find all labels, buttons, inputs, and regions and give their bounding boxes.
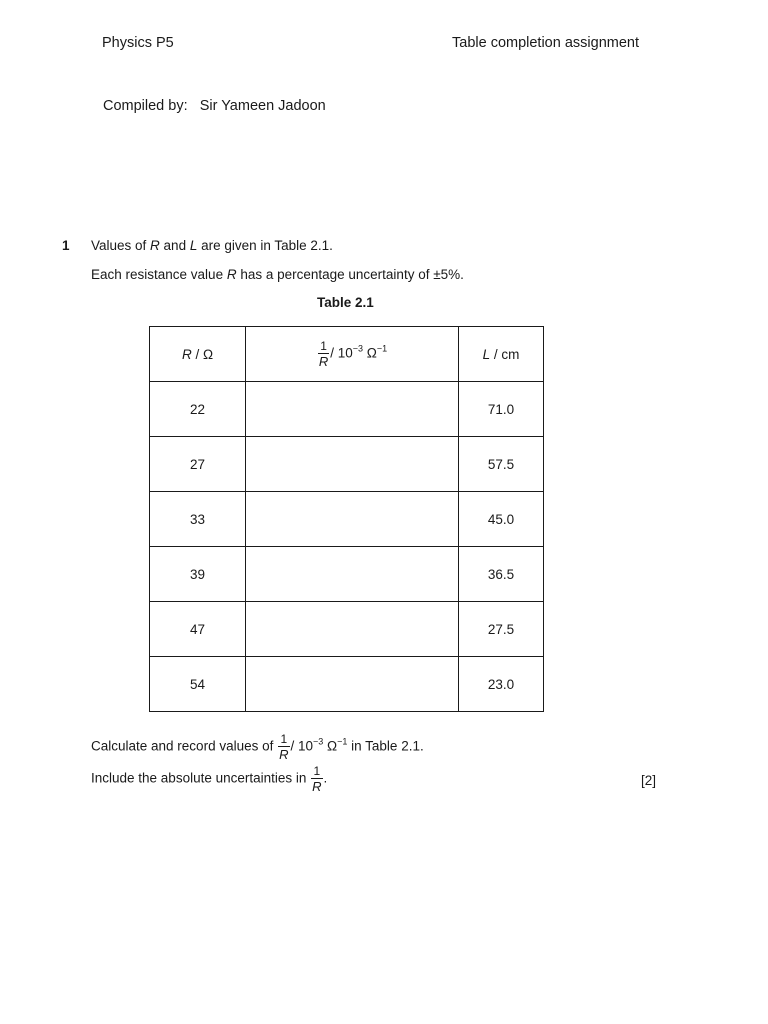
denominator: R <box>312 779 322 794</box>
compiled-label: Compiled by: <box>103 98 188 114</box>
text: has a percentage uncertainty of ±5%. <box>236 267 464 282</box>
cell-r: 22 <box>150 382 246 437</box>
numerator: 1 <box>320 339 327 353</box>
text: Calculate and record values of <box>91 738 278 754</box>
text: in Table 2.1. <box>347 738 424 754</box>
author-name: Sir Yameen Jadoon <box>199 98 326 114</box>
instruction-line-2 <box>91 765 327 793</box>
cell-l: 57.5 <box>459 437 544 492</box>
table-row <box>150 547 544 602</box>
table-row <box>150 437 544 492</box>
table-header-row <box>150 327 544 382</box>
compiled-by <box>103 98 326 114</box>
unit: / cm <box>490 346 520 362</box>
table-row <box>150 602 544 657</box>
instruction-line-1 <box>91 733 424 761</box>
numerator: 1 <box>280 732 288 746</box>
text: Each resistance value <box>91 267 227 282</box>
exponent: −3 <box>313 736 324 747</box>
fraction-one-over-r <box>311 765 322 793</box>
cell-r: 27 <box>150 437 246 492</box>
denominator: R <box>279 747 289 762</box>
text: are given in Table 2.1. <box>197 238 333 253</box>
table-row <box>150 657 544 712</box>
table-row <box>150 492 544 547</box>
cell-l: 36.5 <box>459 547 544 602</box>
fraction-one-over-r <box>278 733 289 761</box>
question-line-1 <box>91 238 333 253</box>
cell-inverse-r[interactable] <box>246 437 459 492</box>
cell-l: 71.0 <box>459 382 544 437</box>
unit: / 10 <box>330 345 353 361</box>
numerator: 1 <box>313 764 321 778</box>
data-table <box>149 326 544 712</box>
variable-r: R <box>226 267 237 282</box>
cell-inverse-r[interactable] <box>246 382 459 437</box>
marks-label: [2] <box>641 773 657 788</box>
cell-inverse-r[interactable] <box>246 492 459 547</box>
text: Include the absolute uncertainties in <box>91 770 311 786</box>
header-inverse-r <box>246 327 459 382</box>
ohm-symbol: Ω <box>363 345 377 361</box>
exponent: −1 <box>376 343 388 354</box>
unit: / Ω <box>191 346 214 362</box>
denominator: R <box>318 354 329 369</box>
variable-l: L <box>482 346 491 362</box>
assignment-title: Table completion assignment <box>452 35 639 51</box>
header-l <box>459 327 544 382</box>
cell-r: 39 <box>150 547 246 602</box>
cell-inverse-r[interactable] <box>246 657 459 712</box>
cell-inverse-r[interactable] <box>246 547 459 602</box>
cell-r: 47 <box>150 602 246 657</box>
variable-r: R <box>181 346 192 362</box>
ohm-symbol: Ω <box>323 738 338 754</box>
exponent: −3 <box>352 343 364 354</box>
cell-inverse-r[interactable] <box>246 602 459 657</box>
question-line-2 <box>91 267 464 282</box>
text: . <box>323 770 328 786</box>
variable-r: R <box>150 238 160 253</box>
exponent: −1 <box>337 736 348 747</box>
cell-l: 27.5 <box>459 602 544 657</box>
cell-r: 33 <box>150 492 246 547</box>
variable-l: L <box>189 238 198 253</box>
fraction-one-over-r <box>318 340 329 368</box>
unit: / 10 <box>290 738 314 754</box>
question-number: 1 <box>62 238 70 253</box>
header-r <box>150 327 246 382</box>
cell-r: 54 <box>150 657 246 712</box>
text: Values of <box>91 238 151 253</box>
cell-l: 45.0 <box>459 492 544 547</box>
table-caption: Table 2.1 <box>317 295 374 310</box>
text: and <box>159 238 190 253</box>
cell-l: 23.0 <box>459 657 544 712</box>
table-row <box>150 382 544 437</box>
subject-title: Physics P5 <box>102 35 174 51</box>
